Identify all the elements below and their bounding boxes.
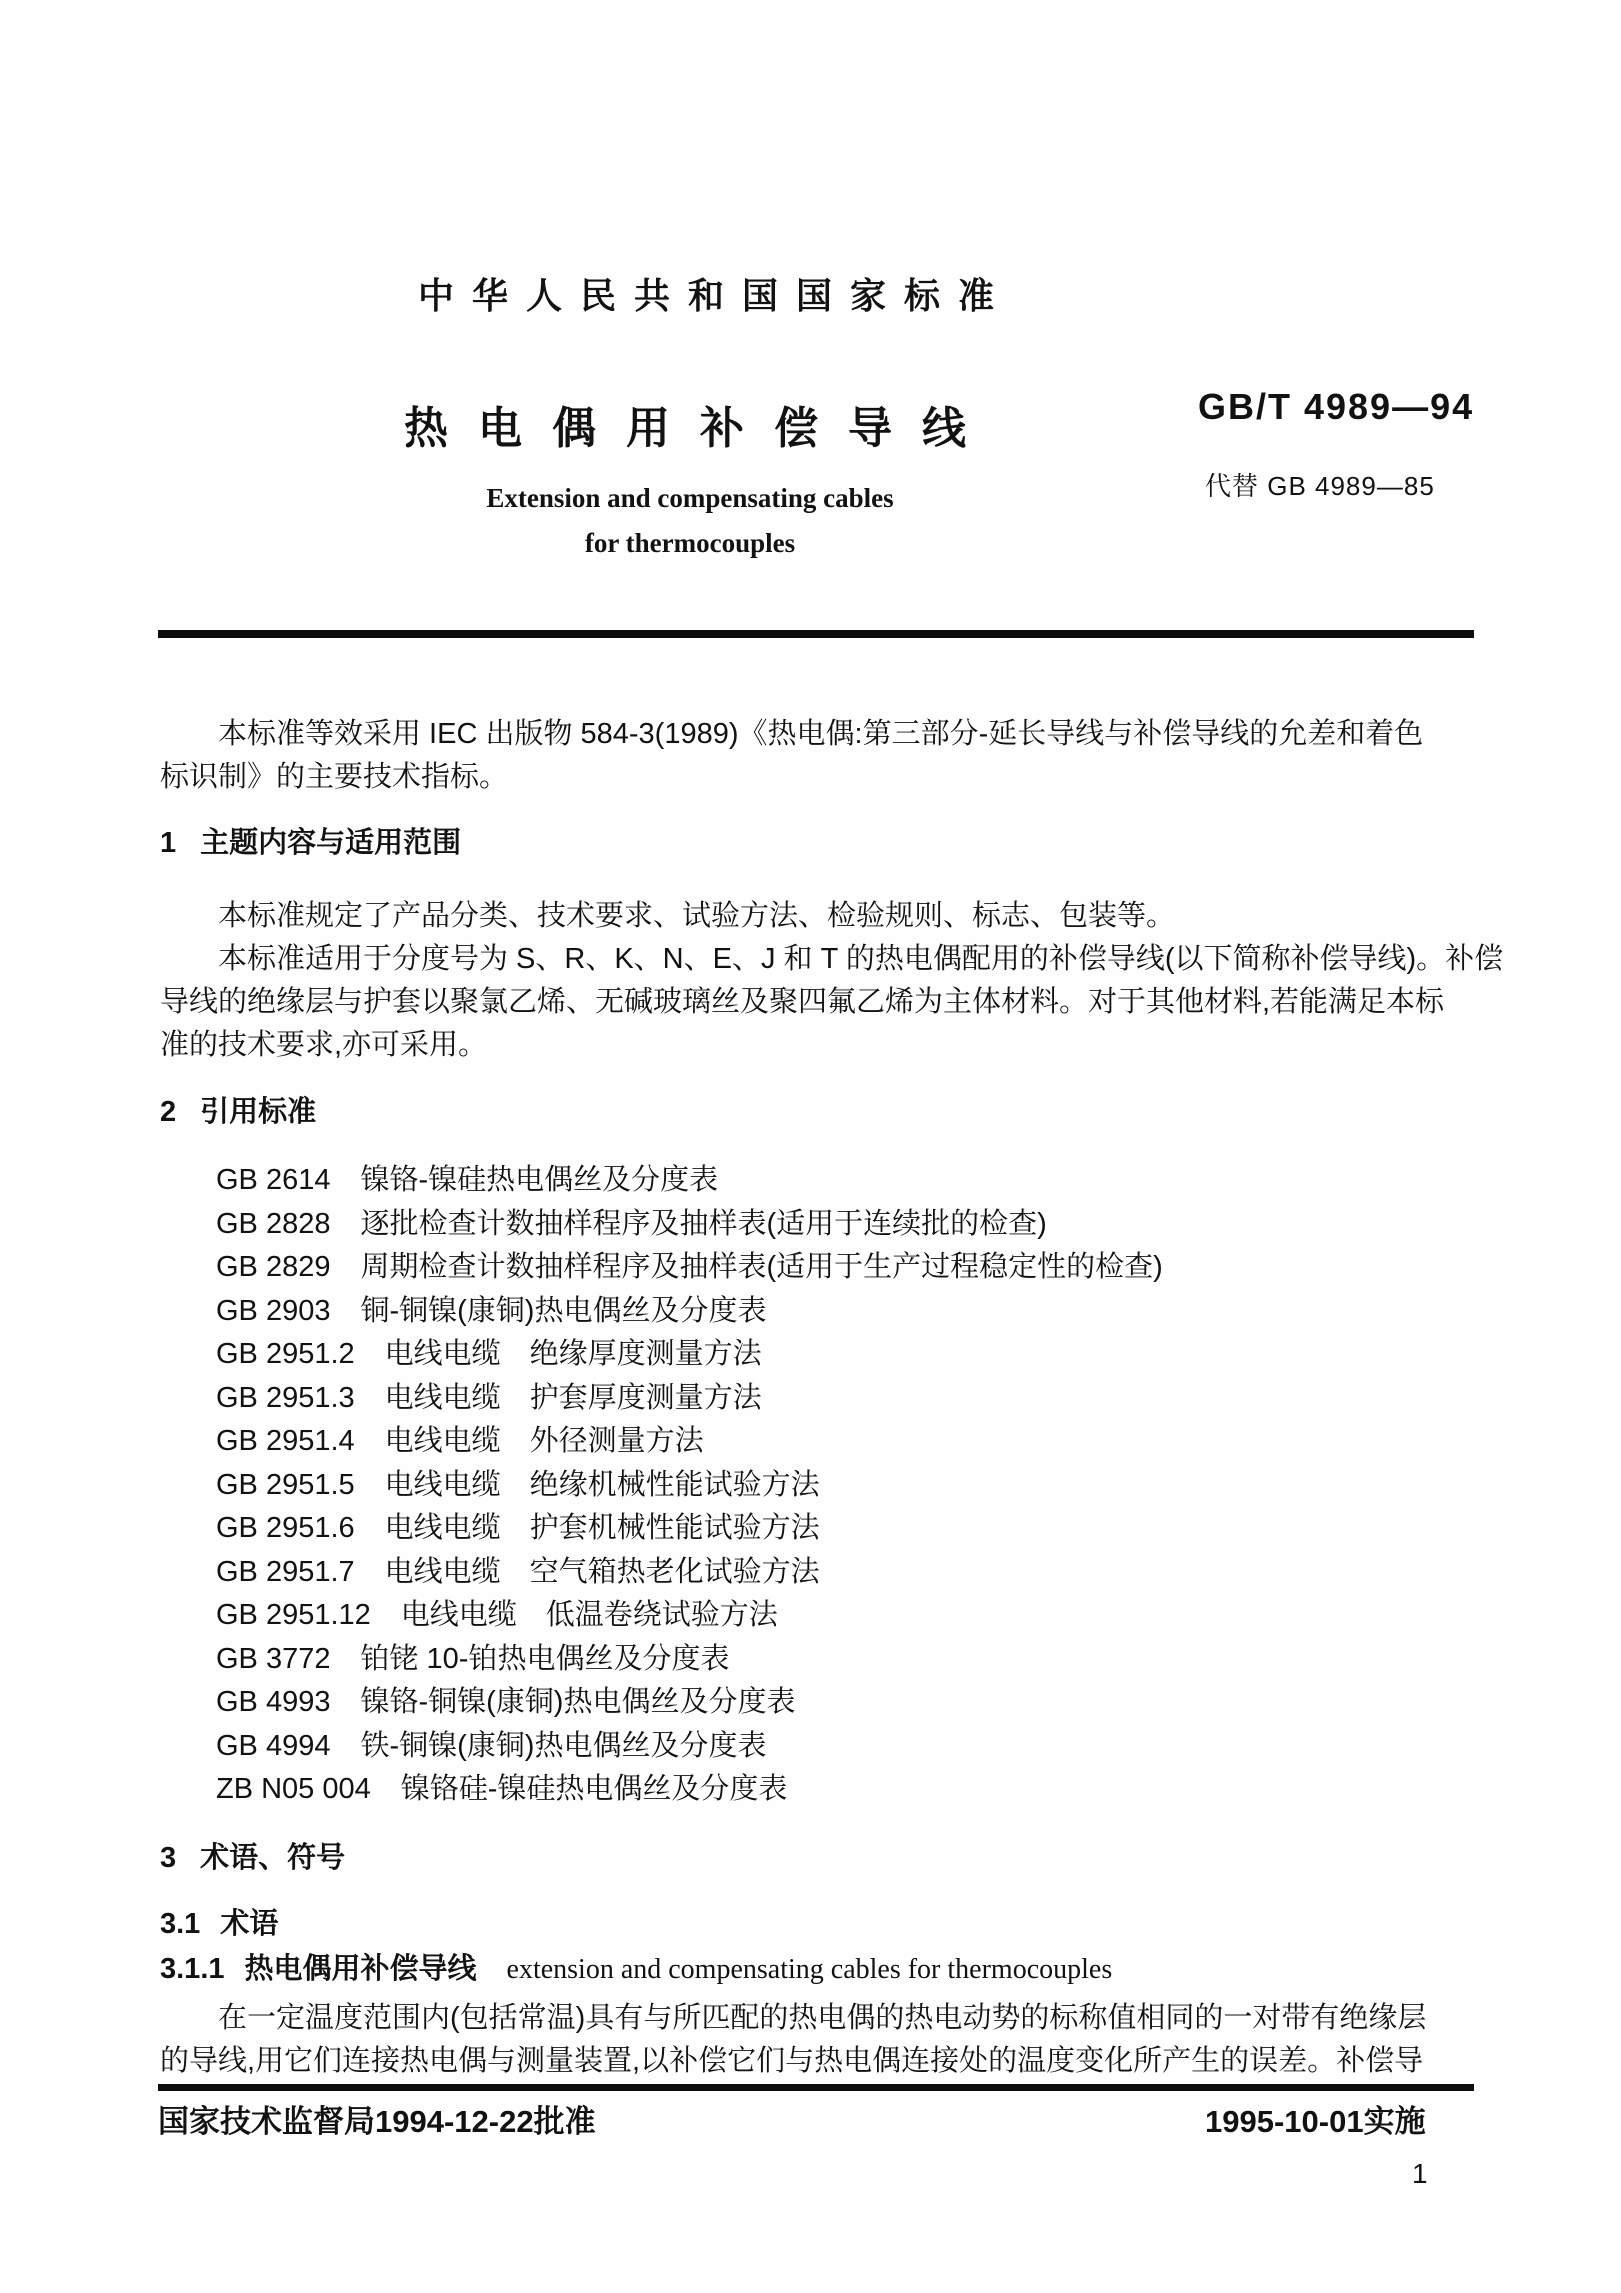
reference-code: GB 2903 (216, 1294, 331, 1327)
intro-line: 本标准等效采用 IEC 出版物 584-3(1989)《热电偶:第三部分-延长导线与补偿导线的允差和着色 (218, 718, 1424, 750)
reference-title: 镍铬-铜镍(康铜)热电偶丝及分度表 (360, 1686, 796, 1718)
reference-item (216, 1290, 1163, 1334)
subsection-3-1-heading (160, 1907, 278, 1941)
reference-title: 电线电缆 绝缘机械性能试验方法 (384, 1468, 820, 1501)
reference-item (216, 1725, 1163, 1769)
reference-code: GB 2951.2 (216, 1338, 355, 1370)
reference-code: GB 2951.3 (216, 1381, 355, 1414)
footer-rule (158, 2084, 1474, 2091)
reference-title: 镍铬-镍硅热电偶丝及分度表 (360, 1164, 719, 1196)
reference-code: GB 3772 (216, 1642, 331, 1675)
paragraph-line: 本标准适用于分度号为 S、R、K、N、E、J 和 T 的热电偶配用的补偿导线(以下简称补偿导线)。补偿 (218, 943, 1504, 975)
page-number: 1 (1412, 2158, 1428, 2189)
section-1-paragraph-1 (160, 895, 1520, 938)
reference-title: 铜-铜镍(康铜)热电偶丝及分度表 (360, 1294, 767, 1327)
heading-number: 1 (160, 827, 177, 859)
reference-code: GB 2829 (216, 1251, 331, 1283)
reference-title: 电线电缆 护套机械性能试验方法 (384, 1512, 820, 1544)
standard-code: GB/T 4989—94 (1198, 386, 1475, 427)
reference-code: GB 2951.4 (216, 1425, 355, 1457)
section-1-paragraph-2 (160, 938, 1520, 1067)
definition-paragraph (160, 1997, 1520, 2083)
reference-item (216, 1333, 1163, 1377)
term-zh: 热电偶用补偿导线 (244, 1953, 477, 1985)
reference-code: GB 4994 (216, 1729, 331, 1762)
header-rule (158, 630, 1474, 638)
replaces-note: 代替 GB 4989—85 (1205, 471, 1435, 501)
reference-item (216, 1420, 1163, 1464)
heading-text: 术语 (220, 1908, 279, 1940)
reference-code: GB 2951.6 (216, 1512, 355, 1544)
intro-paragraph (160, 713, 1520, 799)
reference-item (216, 1594, 1163, 1638)
term-en: extension and compensating cables for thermocouples (506, 1954, 1113, 1985)
reference-item (216, 1159, 1163, 1203)
reference-code: GB 2951.7 (216, 1555, 355, 1588)
paragraph-line: 的导线,用它们连接热电偶与测量装置,以补偿它们与热电偶连接处的温度变化所产生的误差。补偿导 (160, 2045, 1424, 2077)
reference-title: 电线电缆 外径测量方法 (384, 1425, 704, 1457)
reference-title: 电线电缆 空气箱热老化试验方法 (384, 1555, 820, 1588)
implementation-note: 1995-10-01实施 (1205, 2104, 1426, 2139)
document-title-en-line2: for thermocouples (584, 528, 796, 558)
reference-item (216, 1551, 1163, 1595)
reference-code: GB 2951.12 (216, 1599, 371, 1631)
document-title-zh: 热电偶用补偿导线 (404, 404, 996, 453)
heading-number: 2 (160, 1096, 177, 1128)
section-1-heading (160, 826, 461, 860)
paragraph-line: 在一定温度范围内(包括常温)具有与所匹配的热电偶的热电动势的标称值相同的一对带有绝缘层 (218, 2002, 1427, 2034)
term-3-1-1 (160, 1952, 1112, 1987)
paragraph-line: 导线的绝缘层与护套以聚氯乙烯、无碱玻璃丝及聚四氟乙烯为主体材料。对于其他材料,若能满足本标 (160, 986, 1445, 1018)
reference-title: 铁-铜镍(康铜)热电偶丝及分度表 (360, 1729, 767, 1762)
approval-note: 国家技术监督局1994-12-22批准 (158, 2104, 596, 2139)
reference-code: GB 2951.5 (216, 1468, 355, 1501)
reference-code: ZB N05 004 (216, 1773, 371, 1805)
reference-item (216, 1638, 1163, 1682)
reference-item (216, 1507, 1163, 1551)
references-list (216, 1159, 1163, 1812)
reference-item (216, 1768, 1163, 1812)
reference-item (216, 1464, 1163, 1508)
reference-code: GB 2614 (216, 1164, 331, 1196)
national-standard-label: 中华人民共和国国家标准 (418, 275, 1013, 316)
reference-item (216, 1377, 1163, 1421)
document-title-en-line1: Extension and compensating cables (486, 483, 894, 513)
section-3-heading (160, 1841, 345, 1875)
reference-title: 电线电缆 护套厚度测量方法 (384, 1381, 762, 1414)
reference-title: 周期检查计数抽样程序及抽样表(适用于生产过程稳定性的检查) (360, 1251, 1163, 1283)
reference-title: 镍铬硅-镍硅热电偶丝及分度表 (400, 1773, 788, 1805)
reference-code: GB 2828 (216, 1207, 331, 1240)
reference-item (216, 1203, 1163, 1247)
heading-text: 术语、符号 (200, 1842, 346, 1874)
paragraph-line: 本标准规定了产品分类、技术要求、试验方法、检验规则、标志、包装等。 (218, 900, 1176, 932)
reference-code: GB 4993 (216, 1686, 331, 1718)
heading-text: 引用标准 (200, 1096, 317, 1128)
heading-number: 3 (160, 1842, 177, 1874)
reference-item (216, 1246, 1163, 1290)
section-2-heading (160, 1095, 316, 1129)
term-number: 3.1.1 (160, 1953, 225, 1985)
reference-title: 铂铑 10-铂热电偶丝及分度表 (360, 1642, 730, 1675)
intro-line: 标识制》的主要技术指标。 (160, 761, 509, 793)
reference-title: 逐批检查计数抽样程序及抽样表(适用于连续批的检查) (360, 1207, 1047, 1240)
heading-number: 3.1 (160, 1908, 201, 1940)
paragraph-line: 准的技术要求,亦可采用。 (160, 1029, 488, 1061)
reference-title: 电线电缆 低温卷绕试验方法 (400, 1599, 778, 1631)
reference-item (216, 1681, 1163, 1725)
reference-title: 电线电缆 绝缘厚度测量方法 (384, 1338, 762, 1370)
heading-text: 主题内容与适用范围 (200, 827, 462, 859)
